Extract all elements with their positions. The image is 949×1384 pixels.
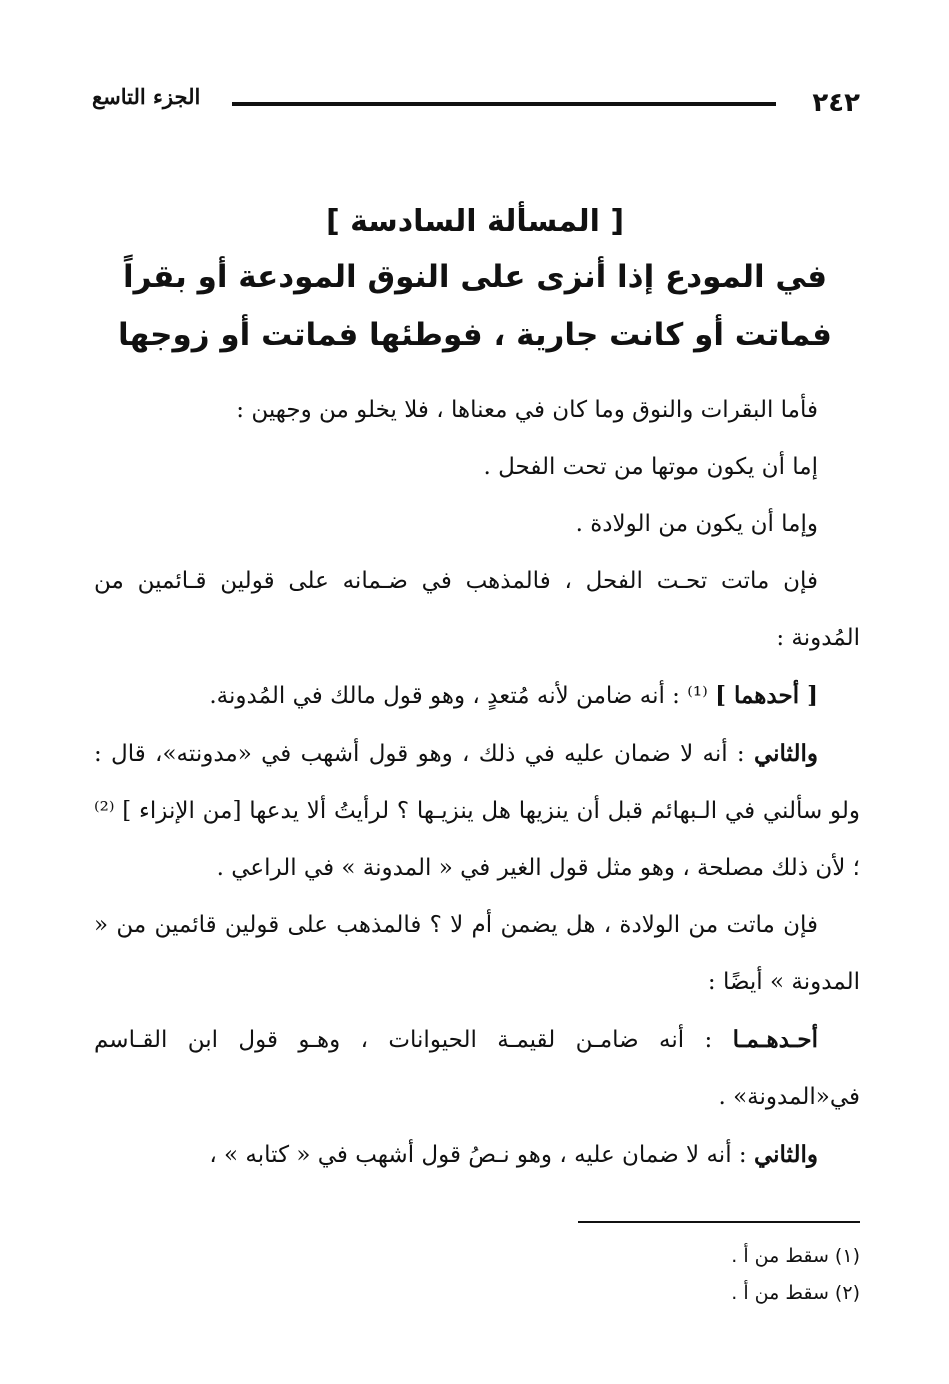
paragraph-6 [94, 725, 860, 897]
footnote-2: (٢) سقط من أ . [731, 1282, 860, 1304]
page-number: ٢٤٢ [812, 88, 860, 118]
paragraph-5-lead: [ أحدهما ] [715, 682, 818, 709]
page-header [92, 82, 860, 122]
paragraph-8-lead: أحـدهـمـا [732, 1026, 818, 1053]
paragraph-3: وإما أن يكون من الولادة . [575, 511, 818, 537]
paragraph-6-lead: والثاني [753, 740, 818, 767]
body-text [94, 382, 860, 1184]
footnote-1: (١) سقط من أ . [731, 1245, 860, 1267]
footnotes [460, 1238, 860, 1312]
paragraph-5 [94, 667, 860, 725]
section-label: [ المسألة السادسة ] [325, 204, 625, 239]
running-title: الجزء التاسع [92, 84, 201, 109]
section-title-line-1: في المودع إذا أنزى على النوق المودعة أو بقراً [122, 259, 828, 295]
paragraph-8-text: : أنه ضامـن لقيمـة الحيوانات ، وهـو قول ابن القـاسم في«المدونة» . [94, 1027, 860, 1110]
paragraph-6-text: : أنه لا ضمان عليه في ذلك ، وهو قول أشهب في «مدونته»، قال : ولو سألني في الـبهائم قبل أن ينزيها هل ينزيـها ؟ لرأيتُ ألا يدعها [من الإنزاء ] ⁽²⁾ ؛ لأن ذلك مصلحة ، وهو مثل قول الغير في « المدونة » في الراعي . [94, 741, 860, 881]
paragraph-9-text: : أنه لا ضمان عليه ، وهو نـصُ قول أشهب في « كتابه » ، [209, 1142, 754, 1168]
header-rule [232, 102, 776, 106]
paragraph-4: فإن ماتت تحـت الفحل ، فالمذهب في ضـمانه على قولين قـائمين من المُدونة : [94, 568, 860, 651]
paragraph-8 [94, 1011, 860, 1126]
paragraph-5-text: ⁽¹⁾ : أنه ضامن لأنه مُتعدٍ ، وهو قول مالك في المُدونة. [209, 683, 716, 709]
footnote-rule [578, 1221, 860, 1223]
section-title-line-2: فماتت أو كانت جارية ، فوطئها فماتت أو زوجها [118, 317, 832, 353]
section-headings [90, 196, 860, 364]
paragraph-9 [94, 1126, 860, 1184]
paragraph-9-lead: والثاني [753, 1141, 818, 1168]
paragraph-2: إما أن يكون موتها من تحت الفحل . [483, 454, 818, 480]
paragraph-1: فأما البقرات والنوق وما كان في معناها ، فلا يخلو من وجهين : [236, 397, 818, 423]
paragraph-7: فإن ماتت من الولادة ، هل يضمن أم لا ؟ فالمذهب على قولين قائمين من « المدونة » أيضًا : [94, 912, 860, 995]
